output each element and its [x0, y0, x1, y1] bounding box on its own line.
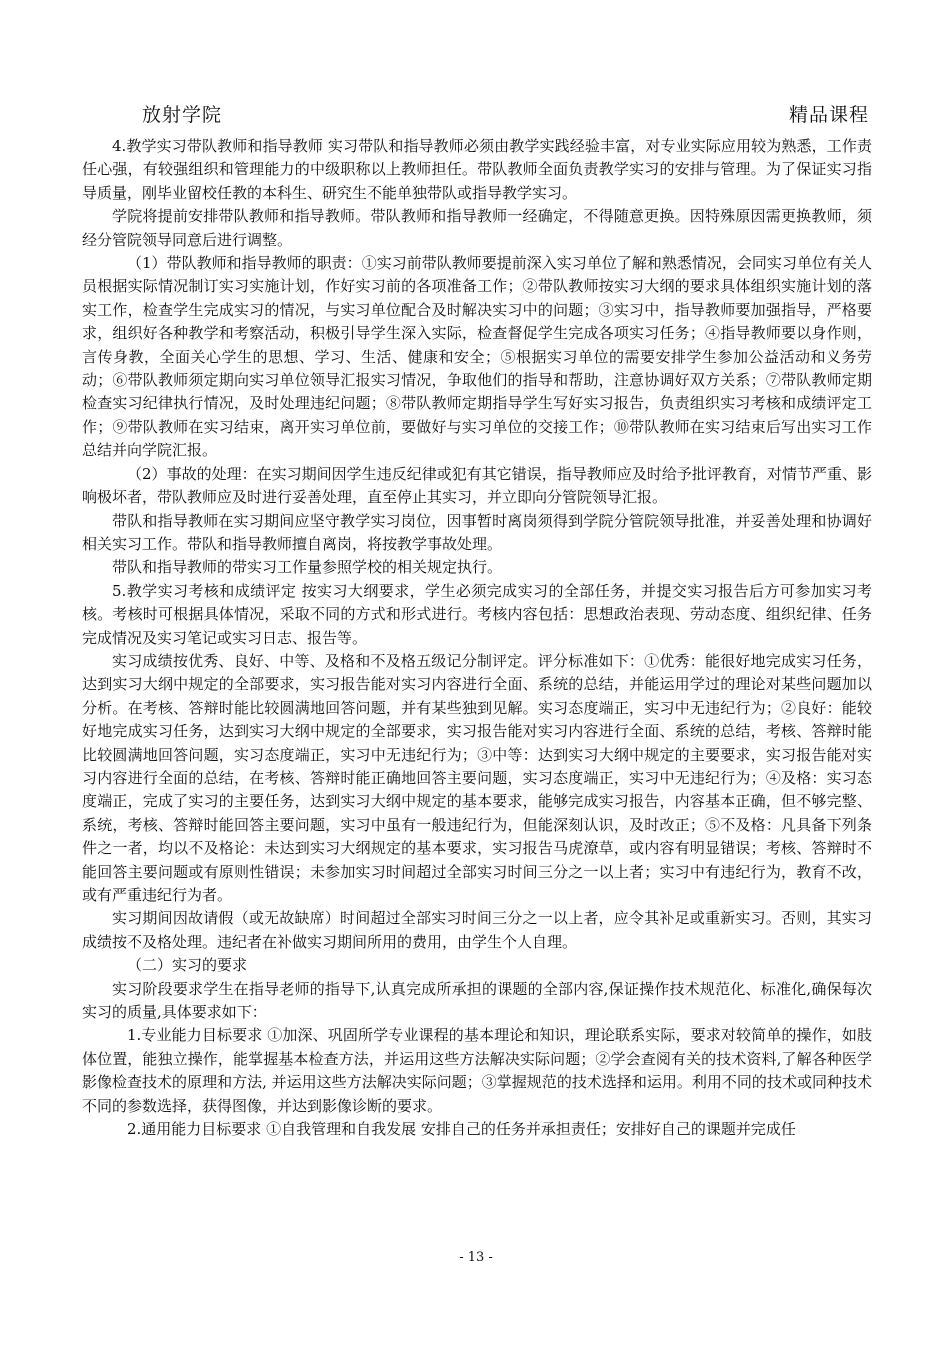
- paragraph-absence: 实习期间因故请假（或无故缺席）时间超过全部实习时间三分之一以上者，应令其补足或重新实习。否则，其实习成绩按不及格处理。违纪者在补做实习期间所用的费用，由学生个人自理。: [82, 909, 872, 951]
- header-course: 精品课程: [788, 104, 869, 126]
- paragraph-post: 带队和指导教师在实习期间应坚守教学实习岗位，因事暂时离岗须得到学院分管院领导批准，并妥善处理和协调好相关实习工作。带队和指导教师擅自离岗，将按教学事故处理。: [82, 511, 872, 553]
- page-number: - 13 -: [459, 1250, 493, 1265]
- section-heading-requirements: （二）实习的要求: [127, 956, 248, 975]
- paragraph-arrangement: 学院将提前安排带队教师和指导教师。带队教师和指导教师一经确定，不得随意更换。因特殊原因需更换教师，须经分管院领导同意后进行调整。: [82, 207, 872, 249]
- paragraph-4-teachers: 4.教学实习带队教师和指导教师 实习带队和指导教师必须由教学实践经验丰富，对专业实际应用较为熟悉，工作责任心强，有较强组织和管理能力的中级职称以上教师担任。带队教师全面负责教学实习的安排与管理。为了保证实习指导质量，刚毕业留校任教的本科生、研究生不能单独带队或指导教学实习。: [82, 137, 872, 202]
- paragraph-grading: 实习成绩按优秀、良好、中等、及格和不及格五级记分制评定。评分标准如下：①优秀：能很好地完成实习任务，达到实习大纲中规定的全部要求，实习报告能对实习内容进行全面、系统的总结，并能运用学过的理论对某些问题加以分析。在考核、答辩时能比较圆满地回答问题，并有某些独到见解。实习态度端正，实习中无违纪行为；②良好：能较好地完成实习任务，达到实习大纲中规定的全部要求，实习报告能对实习内容进行全面、系统的总结，考核、答辩时能比较圆满地回答问题，实习态度端正，实习中无违纪行为；③中等：达到实习大纲中规定的主要要求，实习报告能对实习内容进行全面的总结，在考核、答辩时能正确地回答主要问题，实习态度端正，实习中无违纪行为；④及格：实习态度端正，完成了实习的主要任务，达到实习大纲中规定的基本要求，能够完成实习报告，内容基本正确，但不够完整、系统，考核、答辩时能回答主要问题，实习中虽有一般违纪行为，但能深刻认识，及时改正；⑤不及格：凡具备下列条件之一者，均以不及格论：未达到实习大纲规定的基本要求，实习报告马虎潦草，或内容有明显错误；考核、答辩时不能回答主要问题或有原则性错误；未参加实习时间超过全部实习时间三分之一以上者；实习中有违纪行为，教育不改，或有严重违纪行为者。: [82, 651, 872, 904]
- paragraph-accidents: （2）事故的处理：在实习期间因学生违反纪律或犯有其它错误，指导教师应及时给予批评教育，对情节严重、影响极坏者，带队教师应及时进行妥善处理，直至停止其实习，并立即向分管院领导汇报。: [82, 464, 872, 507]
- paragraph-workload: 带队和指导教师的带实习工作量参照学校的相关规定执行。: [112, 558, 503, 577]
- paragraph-general-goals: 2.通用能力目标要求 ①自我管理和自我发展 安排自己的任务并承担责任；安排好自己的课题并完成任: [127, 1120, 796, 1139]
- page-header: [142, 100, 869, 130]
- paragraph-5-assessment: 5.教学实习考核和成绩评定 按实习大纲要求，学生必须完成实习的全部任务，并提交实习报告后方可参加实习考核。考核时可根据具体情况，采取不同的方式和形式进行。考核内容包括：思想政治表现、劳动态度、组织纪律、任务完成情况及实习笔记或实习日志、报告等。: [82, 581, 872, 647]
- paragraph-requirements-intro: 实习阶段要求学生在指导老师的指导下,认真完成所承担的课题的全部内容,保证操作技术规范化、标准化,确保每次实习的质量,具体要求如下：: [82, 979, 872, 1022]
- paragraph-professional-goals: 1.专业能力目标要求 ①加深、巩固所学专业课程的基本理论和知识，理论联系实际，要求对较简单的操作，如肢体位置，能独立操作，能掌握基本检查方法，并运用这些方法解决实际问题；②学会查阅有关的技术资料,了解各种医学影像检查技术的原理和方法, 并运用这些方法解决实际问题；③掌握规范的技术选择和运用。利用不同的技术或同种技术不同的参数选择，获得图像，并达到影像诊断的要求。: [82, 1026, 872, 1115]
- header-college: 放射学院: [142, 104, 223, 126]
- paragraph-duties: （1）带队教师和指导教师的职责：①实习前带队教师要提前深入实习单位了解和熟悉情况，会同实习单位有关人员根据实际情况制订实习实施计划，作好实习前的各项准备工作；②带队教师按实习大纲的要求具体组织实施计划的落实工作，检查学生完成实习的情况，与实习单位配合及时解决实习中的问题；③实习中，指导教师要加强指导，严格要求，组织好各种教学和考察活动，积极引导学生深入实际，检查督促学生完成各项实习任务；④指导教师要以身作则，言传身教，全面关心学生的思想、学习、生活、健康和安全；⑤根据实习单位的需要安排学生参加公益活动和义务劳动；⑥带队教师须定期向实习单位领导汇报实习情况，争取他们的指导和帮助，注意协调好双方关系；⑦带队教师定期检查实习纪律执行情况，及时处理违纪问题；⑧带队教师定期指导学生写好实习报告，负责组织实习考核和成绩评定工作；⑨带队教师在实习结束，离开实习单位前，要做好与实习单位的交接工作；⑩带队教师在实习结束后写出实习工作总结并向学院汇报。: [82, 254, 872, 460]
- body-text: [82, 135, 872, 1141]
